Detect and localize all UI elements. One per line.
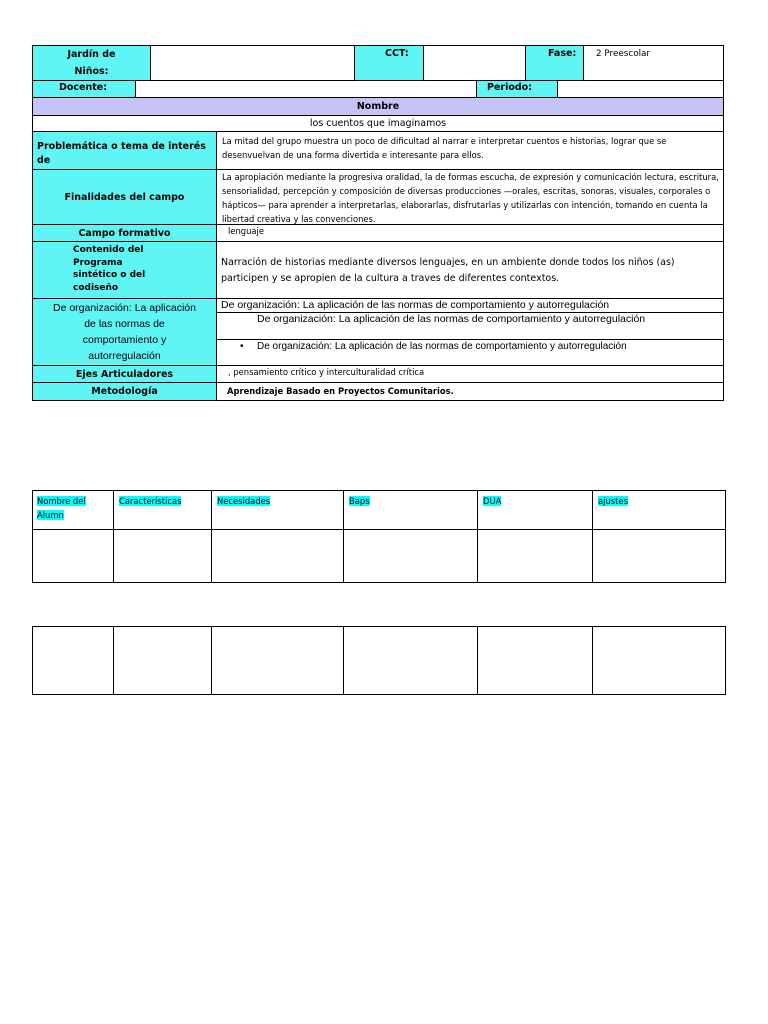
contenido-label: Contenido del Programa sintético o del codiseño (73, 245, 146, 293)
nombre-value-cell (32, 115, 724, 132)
contenido-value: Narración de historias mediante diversos lenguajes, en un ambiente donde todos los niños (as) participen y se apropien de la cultura a traves de diferentes contextos. (221, 257, 675, 284)
students-header-ajustes-text: ajustes (598, 496, 628, 506)
jardin-value-cell[interactable] (150, 45, 355, 81)
campo-label: Campo formativo (78, 227, 171, 239)
contenido-value-cell (216, 241, 724, 299)
students-header-dua-text: DUA (483, 496, 502, 506)
students-header-caracteristicas-text: Características (119, 496, 182, 506)
organizacion-line2-cell (216, 312, 724, 340)
docente-label: Docente: (59, 82, 108, 93)
students-cell[interactable] (211, 529, 344, 583)
organizacion-line2: De organización: La aplicación de las normas de comportamiento y autorregulación (257, 313, 646, 325)
periodo-value-cell[interactable] (557, 80, 724, 98)
organizacion-line3-cell (216, 339, 724, 366)
students-header-caracteristicas (113, 490, 212, 530)
jardin-label-cell (32, 45, 151, 81)
fase-value: 2 Preescolar (596, 49, 651, 59)
nombre-label: Nombre (356, 101, 400, 112)
empty-table-cell[interactable] (343, 626, 478, 695)
problematica-value: La mitad del grupo muestra un poco de dificultad al narrar e interpretar cuentos e historias, lograr que se desenvuelvan de una forma divertida e interesante para ellos. (222, 136, 667, 160)
students-header-dua (477, 490, 593, 530)
fase-value-cell (583, 45, 724, 81)
docente-value-cell[interactable] (135, 80, 477, 98)
students-header-nombre-text: Nombre del Alumn (37, 496, 86, 520)
students-header-necesidades (211, 490, 344, 530)
docente-label-cell (32, 80, 136, 98)
students-header-ajustes (592, 490, 726, 530)
organizacion-line1: De organización: La aplicación de las normas de comportamiento y autorregulación (221, 299, 610, 311)
students-header-necesidades-text: Necesidades (217, 496, 271, 506)
empty-table-cell[interactable] (477, 626, 593, 695)
nombre-header (32, 97, 724, 116)
students-header-nombre (32, 490, 114, 530)
ejes-label-cell (32, 365, 217, 383)
problematica-label: Problemática o tema de interés de (37, 141, 206, 166)
students-cell[interactable] (32, 529, 114, 583)
metodologia-label-cell (32, 382, 217, 401)
empty-table-cell[interactable] (113, 626, 212, 695)
periodo-label: Periodo: (487, 82, 532, 93)
cct-value-cell[interactable] (423, 45, 526, 81)
finalidades-value: La apropiación mediante la progresiva oralidad, la de formas escucha, de expresión y comunicación lectura, escritura, sensorialidad, percepción y composición de diversas producciones —orales, escritas, sonoras, visuales, corporales o hápticos— para aprender a interpretarlas, elaborarlas, disfrutarlas y utilizarlas con intención, tomando en cuenta la libertad creativa y las convenciones. (222, 172, 719, 224)
empty-table-cell[interactable] (592, 626, 726, 695)
ejes-label: Ejes Articuladores (75, 368, 174, 380)
organizacion-line3: De organización: La aplicación de las normas de comportamiento y autorregulación (257, 341, 627, 352)
bullet-icon: • (240, 341, 244, 352)
ejes-value-cell (216, 365, 724, 383)
campo-label-cell (32, 224, 217, 242)
cct-label-cell (354, 45, 424, 81)
fase-label-cell (525, 45, 584, 81)
organizacion-label-cell (32, 298, 217, 366)
students-cell[interactable] (343, 529, 478, 583)
students-header-baps (343, 490, 478, 530)
cct-label: CCT: (385, 48, 409, 59)
students-cell[interactable] (113, 529, 212, 583)
metodologia-value: Aprendizaje Basado en Proyectos Comunitarios. (227, 386, 454, 396)
contenido-label-cell (32, 241, 217, 299)
jardin-label: Jardín de Niños: (67, 49, 116, 77)
organizacion-line1-cell (216, 298, 724, 313)
organizacion-label: De organización: La aplicación de las normas de comportamiento y autorregulación (52, 302, 196, 362)
finalidades-label: Finalidades del campo (64, 191, 185, 203)
ejes-value: , pensamiento crítico y interculturalidad crítica (228, 367, 425, 377)
campo-value: lenguaje (228, 226, 265, 236)
periodo-label-cell (476, 80, 558, 98)
finalidades-value-cell (216, 169, 724, 225)
finalidades-label-cell (32, 169, 217, 225)
metodologia-value-cell (216, 382, 724, 401)
students-header-baps-text: Baps (349, 496, 370, 506)
problematica-label-cell (32, 131, 217, 170)
campo-value-cell (216, 224, 724, 242)
empty-table-cell[interactable] (32, 626, 114, 695)
students-cell[interactable] (592, 529, 726, 583)
students-cell[interactable] (477, 529, 593, 583)
empty-table-cell[interactable] (211, 626, 344, 695)
nombre-value: los cuentos que imaginamos (309, 117, 447, 129)
metodologia-label: Metodología (91, 386, 158, 397)
problematica-value-cell (216, 131, 724, 170)
fase-label: Fase: (548, 48, 577, 59)
